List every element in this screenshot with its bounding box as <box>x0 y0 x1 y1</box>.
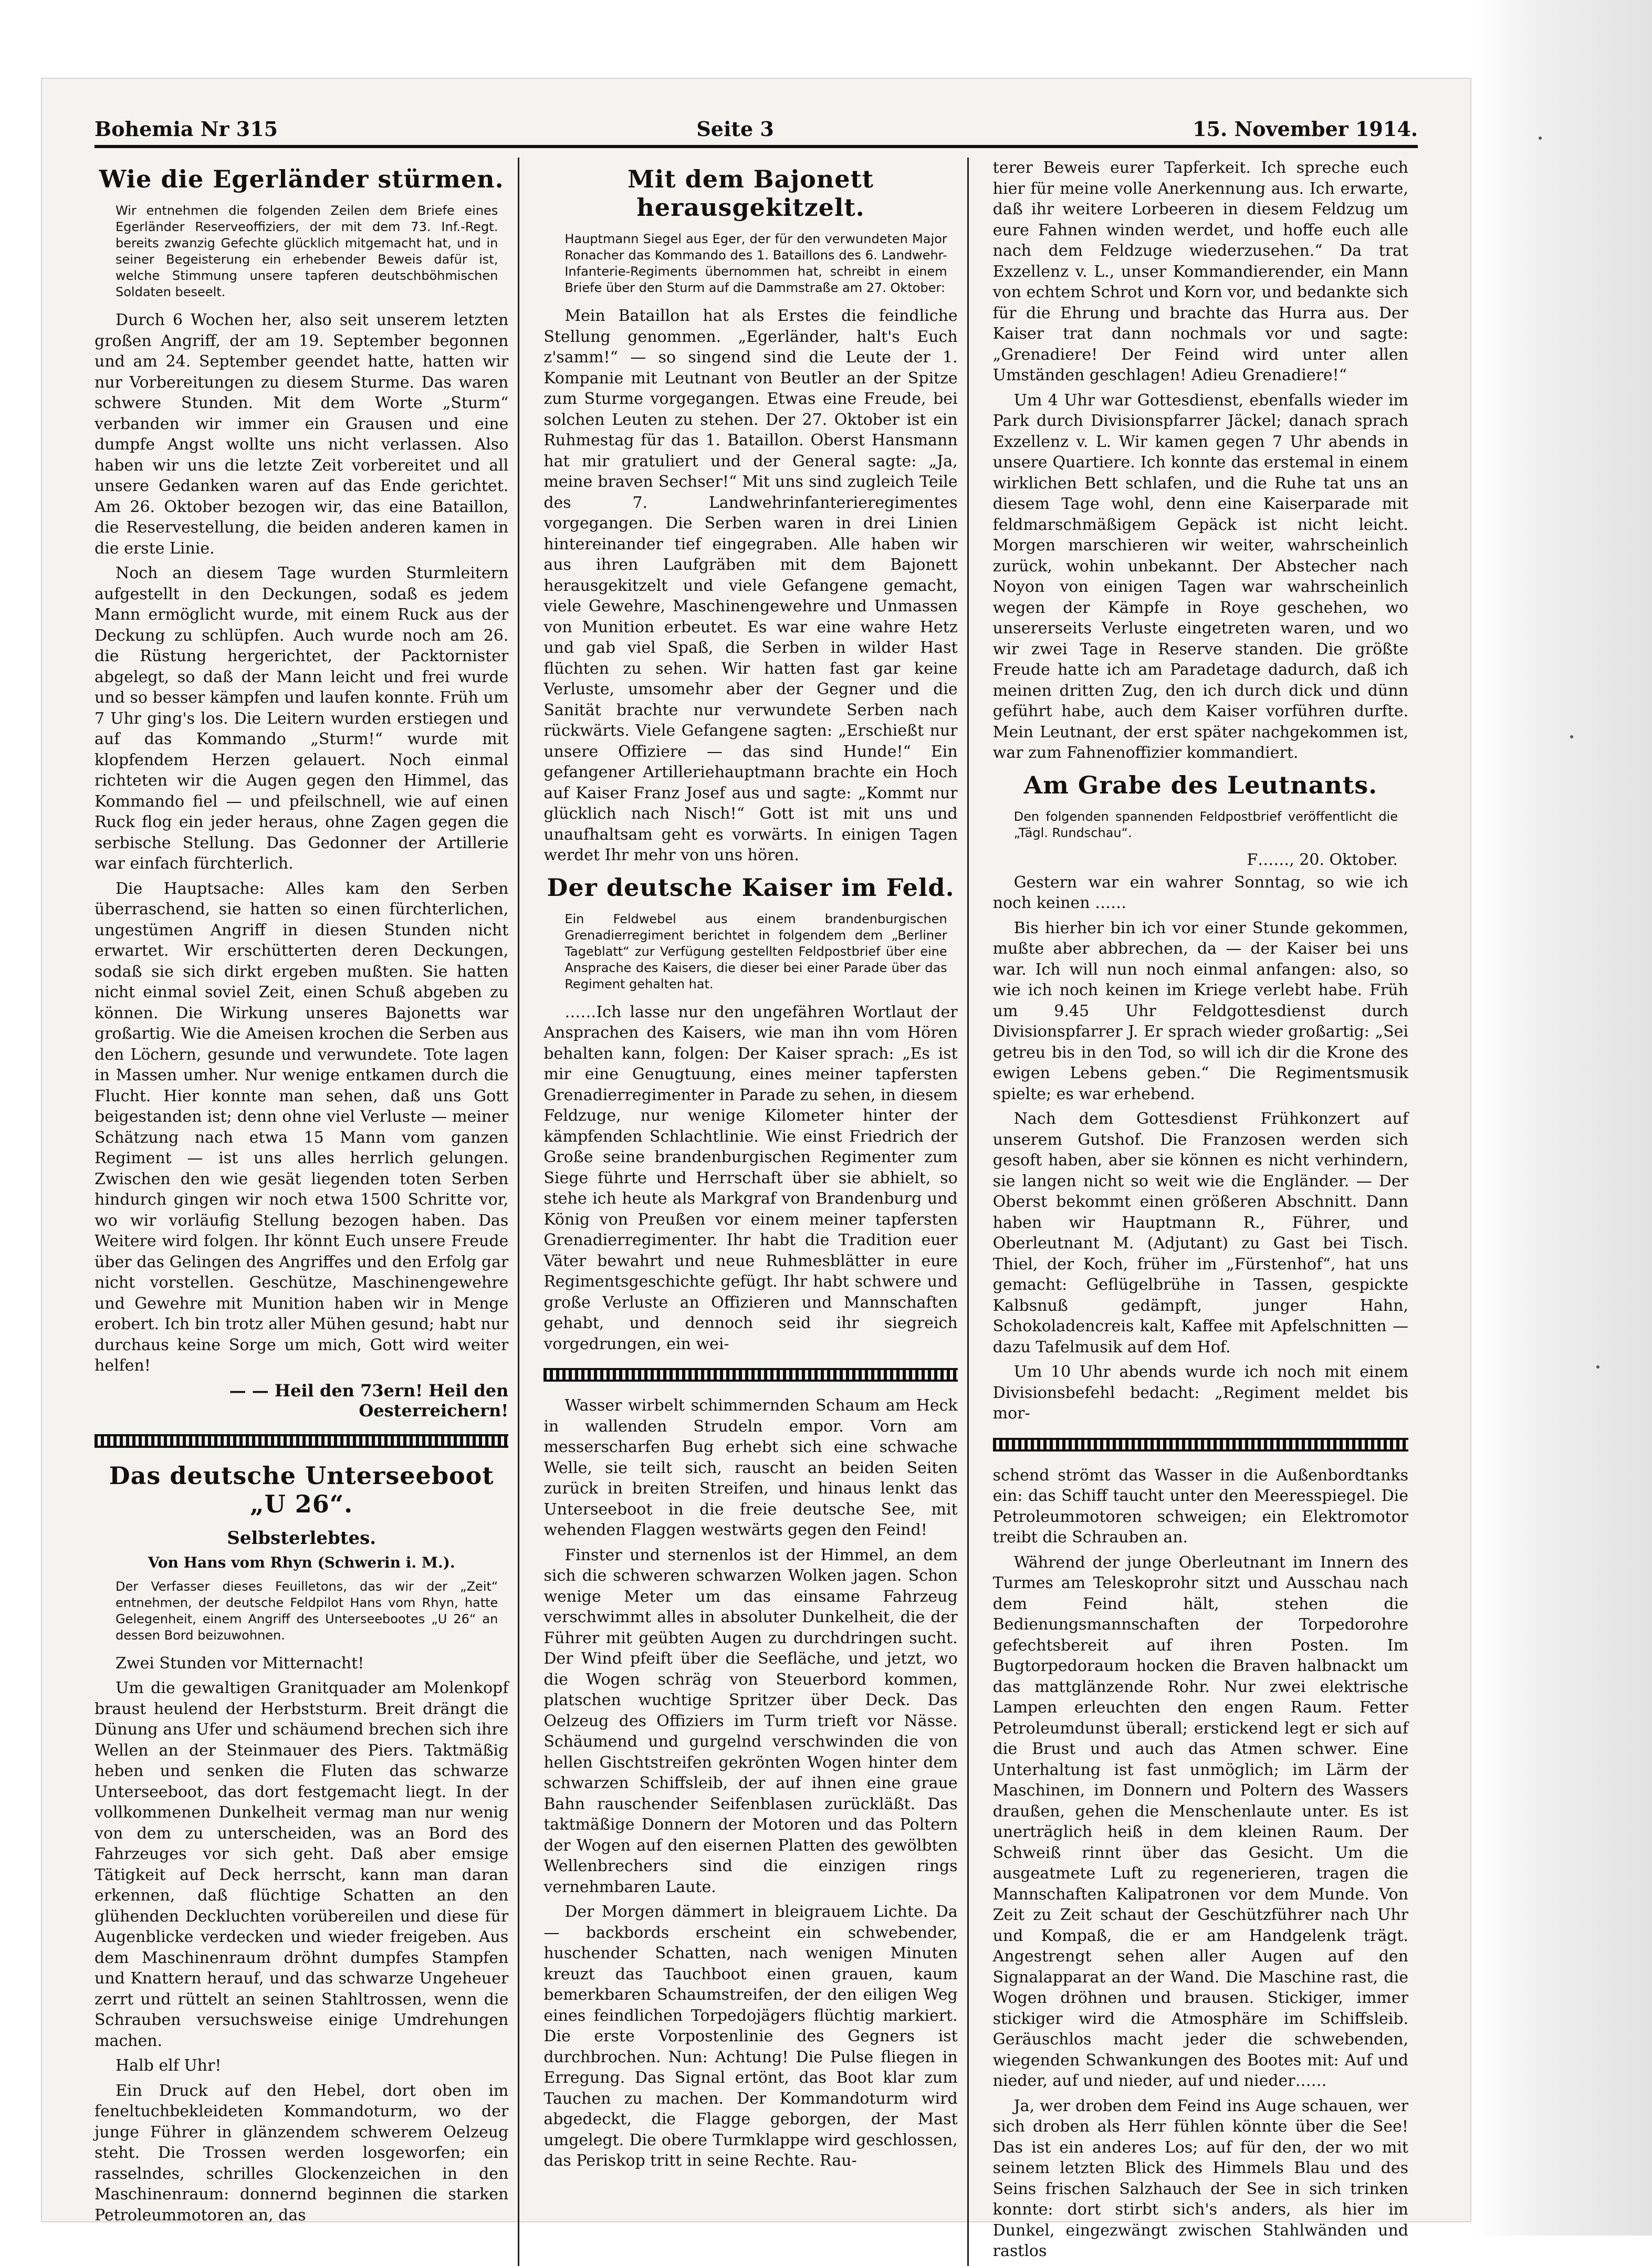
column-1 <box>95 158 519 2266</box>
article-title-bajonett: Mit dem Bajonett herausgekitzelt. <box>627 165 874 222</box>
article-paragraph: schend strömt das Wasser in die Außenbordtanks ein: das Schiff taucht unter den Meeresspiegel. Die Petroleummotoren schweigen; ein Elektromotor treibt die Schrauben an. <box>992 1466 1408 1547</box>
article-paragraph: Zwei Stunden vor Mitternacht! <box>116 1654 364 1673</box>
section-divider <box>95 1434 508 1448</box>
article-title-kaiser: Der deutsche Kaiser im Feld. <box>547 873 955 902</box>
article-paragraph: terer Beweis eurer Tapferkeit. Ich spreche euch hier für meine volle Anerkennung aus. Ich erwarte, daß ihr weitere Lorbeeren in diesem Feldzug um eure Fahnen winden werdet, und hoffe euch alle nach dem Feldzuge wiederzusehen.“ Da trat Exzellenz v. L., unser Kommandierender, ein Mann von echtem Schrot und Korn vor, und bedankte sich für die Ehrung und brachte das Hurra aus. Der Kaiser trat dann nochmals vor und sagte: „Grenadiere! Der Feind wird unter allen Umständen geschlagen! Adieu Grenadiere!“ <box>992 159 1408 384</box>
article-lead: Den folgenden spannenden Feldpostbrief veröffentlicht die „Tägl. Rundschau“. <box>1013 809 1398 840</box>
article-title-egerlaender: Wie die Egerländer stürmen. <box>99 165 504 193</box>
article-paragraph: Ein Druck auf den Hebel, dort oben im feneltuchbekleideten Kommandoturm, wo der junge Führer in glänzendem schwerem Oelzeug steht. Die Trossen werden losgeworfen; ein rasselndes, schrilles Glockenzeichen in den Maschinenraum: donnernd beginnen die starken Petroleummotoren an, das <box>95 2081 509 2225</box>
masthead-date: 15. November 1914. <box>1193 117 1418 141</box>
column-2 <box>543 158 968 2266</box>
scan-speck <box>1570 735 1573 738</box>
article-title-grabe: Am Grabe des Leutnants. <box>1023 770 1378 799</box>
article-paragraph: Mein Bataillon hat als Erstes die feindliche Stellung genommen. „Egerländer, halt's Euch z'samm!“ — so singend sind die Leute der 1. Kompanie mit Leutnant von Beutler an der Spitze zum Sturme vorgegangen. Etwas eine Freude, bei solchen Leuten zu stehen. Der 27. Oktober ist ein Ruhmestag für das 1. Bataillon. Oberst Hansmann hat mir gratuliert und der General sagte: „Ja, meine braven Sechser!“ Mit uns sind zugleich Teile des 7. Landwehrinfanterieregimentes vorgegangen. Die Serben waren in drei Linien hintereinander tief eingegraben. Alle haben wir aus ihren Laufgräben mit dem Bajonett herausgekitzelt und viele Gefangene gemacht, viele Gewehre, Maschinengewehre und Unmassen von Munition erbeutet. Es war eine wahre Hetz und gab viel Spaß, die Serben in wilder Hast flüchten zu sehen. Wir hatten fast gar keine Verluste, umsomehr aber der Gegner und die Sanität brachte nur verwundete Serben nach rückwärts. Viele Gefangene sagten: „Erschießt nur unsere Offiziere — das sind Hunde!“ Ein gefangener Artilleriehauptmann brachte ein Hoch auf Kaiser Franz Josef aus und sagte: „Kommt nur glücklich nach Nisch!“ Gott ist mit uns und unaufhaltsam geht es vorwärts. In einigen Tagen werdet Ihr mehr von uns hören. <box>543 307 958 864</box>
section-divider <box>993 1438 1408 1452</box>
article-paragraph: Um 4 Uhr war Gottesdienst, ebenfalls wieder im Park durch Divisionspfarrer Jäckel; danach sprach Exzellenz v. L. Wir kamen gegen 7 Uhr abends in unsere Quartiere. Ich konnte das erstemal in einem wirklichen Bett schlafen, und die Ruhe tat uns an diesem Tage wohl, denn eine Kaiserparade mit feldmarschmäßigem Gepäck ist nicht leicht. Morgen marschieren wir weiter, wahrscheinlich zurück, wohin unbekannt. Der Abstecher nach Noyon von einigen Tagen war wahrscheinlich wegen der Kämpfe in Roye geschehen, wo unsererseits Verluste eingetreten waren, und wo wir zwei Tage in Reserve standen. Die größte Freude hatte ich am Paradetage dadurch, daß ich meinen dritten Zug, den ich durch dick und dünn geführt habe, auch dem Kaiser vorführen durfte. Mein Leutnant, der erst später nachgekommen ist, war zum Fahnenoffizier kommandiert. <box>992 391 1408 762</box>
article-paragraph: Der Morgen dämmert in bleigrauem Lichte. Da — backbords erscheint ein schwebender, huschender Schatten, nach wenigen Minuten kreuzt das Tauchboot einen grauen, kaum bemerkbaren Schaumstreifen, der den eiligen Weg eines feindlichen Torpedojägers flüchtig markiert. Die erste Vorpostenlinie des Gegners ist durchbrochen. Nun: Achtung! Die Pulse fliegen in Erregung. Das Signal ertönt, das Boot klar zum Tauchen zu machen. Der Kommandoturm wird abgedeckt, die Flagge geborgen, der Mast umgelegt. Die obere Turmklappe wird geschlossen, das Periskop tritt in seine Rechte. Rau- <box>543 1903 958 2170</box>
article-lead: Hauptmann Siegel aus Eger, der für den verwundeten Major Ronacher das Kommando des 1. Bataillons des 6. Landwehr-Infanterie-Regiments übernommen hat, schreibt in einem Briefe über den Sturm auf die Dammstraße am 27. Oktober: <box>564 232 947 295</box>
scanner-edge <box>1473 0 1652 2236</box>
article-closing: — — Heil den 73ern! Heil den Oesterreichern! <box>229 1380 509 1421</box>
masthead-issue: Bohemia Nr 315 <box>95 117 278 141</box>
scan-speck <box>1596 1365 1599 1369</box>
article-paragraph: Um die gewaltigen Granitquader am Molenkopf braust heulend der Herbststurm. Breit drängt die Dünung ans Ufer und schäumend brechen sich ihre Wellen an der Steinmauer des Piers. Taktmäßig heben und senken die Fluten das schwarze Unterseeboot, das dort festgemacht liegt. In der vollkommenen Dunkelheit vermag man nur wenig von dem zu unterscheiden, was an Bord des Fahrzeuges vor sich geht. Daß aber emsige Tätigkeit auf Deck herrscht, kann man daran erkennen, daß flüchtige Schatten an den glühenden Deckluchten vorübereilen und diese für Augenblicke verdecken und wieder freigeben. Aus dem Maschinenraum dröhnt dumpfes Stampfen und Knattern herauf, und das schwarze Ungeheuer zerrt und rüttelt an seinen Stahltrossen, wenn die Schrauben versuchsweise einige Umdrehungen machen. <box>95 1679 509 2050</box>
article-paragraph: Nach dem Gottesdienst Frühkonzert auf unserem Gutshof. Die Franzosen werden sich gesoft haben, aber sie können es nicht verhindern, sie langen nicht so weit wie die Engländer. — Der Oberst bekommt einen größeren Abschnitt. Dann haben wir Hauptmann R., Führer, und Oberleutnant M. (Adjutant) zu Gast bei Tisch. Thiel, der Koch, früher im „Fürstenhof“, hat uns gemacht: Geflügelbrühe in Tassen, gespickte Kalbsnuß gedämpft, junger Hahn, Schokoladencreis kalt, Kaffee mit Apfelschnitten — dazu Tafelmusik auf dem Hof. <box>992 1110 1408 1356</box>
article-paragraph: Noch an diesem Tage wurden Sturmleitern aufgestellt in den Deckungen, sodaß es jedem Mann ermöglicht wurde, mit einem Ruck aus der Deckung zu schlüpfen. Auch wurde noch am 26. die Rüstung hergerichtet, der Packtornister abgelegt, so daß der Mann leicht und frei wurde und so besser kämpfen und laufen konnte. Früh um 7 Uhr ging's los. Die Leitern wurden erstiegen und auf das Kommando „Sturm!“ wurde mit klopfendem Herzen gelauert. Noch einmal richteten wir die Augen gegen den Himmel, das Kommando fiel — und pfeilschnell, wie auf einen Ruck flog ein jeder heraus, ohne Zagen gegen die serbische Stellung. Das Gedonner der Artillerie war einfach fürchterlich. <box>95 564 509 873</box>
article-paragraph: Halb elf Uhr! <box>116 2056 222 2075</box>
article-lead: Der Verfasser dieses Feuilletons, das wir der „Zeit“ entnehmen, der deutsche Feldpilot Hans vom Rhyn, hatte Gelegenheit, einem Angriff des Unterseebootes „U 26“ an dessen Bord beizuwohnen. <box>116 1579 498 1643</box>
article-paragraph: Ja, wer droben dem Feind ins Auge schauen, wer sich droben als Herr fühlen könnte über die See! Das ist ein anderes Los; auf für den, der wo mit seinem letzten Blick des Himmels Blau und des Seins frischen Salzhauch der See in sich trinken konnte: dort stirbt sich's anders, als hier im Dunkel, eingezwängt zwischen Stahlwänden und rastlos <box>992 2096 1408 2260</box>
article-lead: Ein Feldwebel aus einem brandenburgischen Grenadierregiment berichtet in folgendem dem „Berliner Tageblatt“ zur Verfügung gestellten Feldpostbrief über eine Ansprache des Kaisers, die dieser bei einer Parade über das Regiment gehalten hat. <box>564 911 947 991</box>
article-paragraph: Bis hierher bin ich vor einer Stunde gekommen, mußte aber abbrechen, da — der Kaiser bei uns war. Ich will nun noch einmal anfangen: also, so wie ich noch keinen im Kriege verlebt habe. Früh um 9.45 Uhr Feldgottesdienst durch Divisionspfarrer J. Er sprach wieder großartig: „Sei getreu bis in den Tod, so will ich dir die Krone des ewigen Lebens geben.“ Die Regimentsmusik spielte; es war erhebend. <box>992 918 1408 1103</box>
article-subtitle: Selbsterlebtes. <box>227 1527 377 1549</box>
article-paragraph: Durch 6 Wochen her, also seit unserem letzten großen Angriff, der am 19. September begonnen und am 24. September geendet hatte, hatten wir nur Vorbereitungen zu diesem Sturme. Das waren schwere Stunden. Mit dem Worte „Sturm“ verbanden wir immer ein Grausen und eine dumpfe Angst wollte uns nicht verlassen. Also haben wir uns die letzte Zeit vorbereitet und all unsere Gedanken waren auf das Ende gerichtet. Am 26. Oktober bezogen wir, das eine Bataillon, die Reservestellung, die beiden anderen kamen in die erste Linie. <box>95 311 509 558</box>
scan-speck <box>1539 137 1542 140</box>
article-lead: Wir entnehmen die folgenden Zeilen dem Briefe eines Egerländer Reserveoffiziers, der mit dem 73. Inf.-Regt. bereits zwanzig Gefechte glücklich mitgemacht hat, und in seiner Begeisterung ein erhebender Beweis dafür ist, welche Stimmung unsere tapferen deutschböhmischen Soldaten beseelt. <box>116 203 498 299</box>
article-title-unterseeboot: Das deutsche Unterseeboot „U 26“. <box>109 1461 494 1518</box>
section-divider <box>543 1368 957 1382</box>
column-3 <box>993 158 1418 2266</box>
article-byline: Von Hans vom Rhyn (Schwerin i. M.). <box>148 1553 455 1571</box>
article-paragraph: Um 10 Uhr abends wurde ich noch mit einem Divisionsbefehl bedacht: „Regiment meldet bis mor- <box>992 1363 1408 1423</box>
article-paragraph: Finster und sternenlos ist der Himmel, an dem sich die schweren schwarzen Wolken jagen. Schon wenige Meter um das einsame Fahrzeug verschwimmt alles in absoluter Dunkelheit, die der Führer mit geübten Augen zu durchdringen sucht. Der Wind pfeift über die Seefläche, und jetzt, wo die Wogen schräg von Steuerbord kommen, platschen wuchtige Spritzer über Deck. Das Oelzeug des Offiziers im Turm trieft vor Nässe. Schäumend und gurgelnd verschwinden die von hellen Gischtstreifen gekrönten Wogen hinter dem schwarzen Schiffsleib, der auf ihnen eine graue Bahn rauschender Seifenblasen zurückläßt. Das taktmäßige Donnern der Motoren und das Poltern der Wogen auf den eisernen Platten des gewölbten Wellenbrechers sind die einzigen rings vernehmbaren Laute. <box>543 1546 958 1896</box>
article-paragraph: Die Hauptsache: Alles kam den Serben überraschend, sie hatten so einen fürchterlichen, ungestümen Angriff in diesen Stunden nicht erwartet. Wir erschütterten deren Deckungen, sodaß sie sich dirkt ergeben mußten. Sie hatten nicht einmal soviel Zeit, einen Schuß abgeben zu können. Die Wirkung unseres Bajonetts war großartig. Wie die Ameisen krochen die Serben aus den Löchern, gesunde und verwundete. Tote lagen in Massen umher. Nur wenige entkamen durch die Flucht. Hier konnte man sehen, daß uns Gott beigestanden ist; denn ohne viel Verluste — meiner Schätzung nach etwa 15 Mann vom ganzen Regiment — ist uns alles herrlich gelungen. Zwischen den wie gesät liegenden toten Serben hindurch gingen wir noch etwa 1500 Schritte vor, wo wir vorläufig Stellung bezogen haben. Das Weitere wird folgen. Ihr könnt Euch unsere Freude über das Gelingen des Angriffes und den Erfolg gar nicht vorstellen. Geschütze, Maschinengewehre und Gewehre mit Munition haben wir in Menge erobert. Ich bin trotz aller Mühen gesund; habt nur durchaus keine Sorge um mich, Gott wird weiter helfen! <box>95 879 509 1375</box>
columns <box>95 158 1418 2260</box>
masthead-page: Seite 3 <box>696 117 774 141</box>
article-paragraph: Während der junge Oberleutnant im Innern des Turmes am Teleskoprohr sitzt und Ausschau nach dem Feind hält, stehen die Bedienungsmannschaften der Torpedorohre gefechtsbereit auf ihren Posten. Im Bugtorpedoraum hocken die Braven halbnackt um das mattglänzende Rohr. Nur zwei elektrische Lampen erleuchten den engen Raum. Fetter Petroleumdunst überall; erstickend legt er sich auf die Brust und auch das Atmen schwer. Eine Unterhaltung ist fast unmöglich; im Lärm der Maschinen, im Donnern und Poltern des Wassers draußen, gehen die Menschenlaute unter. Es ist unerträglich heiß in dem kleinen Raum. Der Schweiß rinnt über das Gesicht. Um die ausgeatmete Luft zu regenerieren, tragen die Mannschaften Kalipatronen vor dem Munde. Von Zeit zu Zeit schaut der Geschützführer nach Uhr und Kompaß, die er am Handgelenk trägt. Angestrengt sehen aller Augen auf den Signalapparat an der Wand. Die Maschine rast, die Wogen dröhnen und brausen. Stickiger, immer stickiger wird die Atmosphäre im Schiffsleib. Geräuschlos macht jeder die schwebenden, wiegenden Schwankungen des Bootes mit: Auf und nieder, auf und nieder, auf und nieder…… <box>992 1553 1408 2090</box>
article-paragraph: Wasser wirbelt schimmernden Schaum am Heck in wallenden Strudeln empor. Vorn am messerscharfen Bug erhebt sich eine schwache Welle, sie teilt sich, rauscht an beiden Seiten zurück in breiten Streifen, und hinaus lenkt das Unterseeboot in die freie deutsche See, mit wehenden Flaggen westwärts gegen den Feind! <box>543 1396 958 1539</box>
masthead <box>95 104 1418 148</box>
newspaper-page <box>42 79 1470 2260</box>
article-dateline: F……, 20. Oktober. <box>1247 850 1398 869</box>
article-paragraph: ……Ich lasse nur den ungefähren Wortlaut der Ansprachen des Kaisers, wie man ihn vom Hören behalten kann, folgen: Der Kaiser sprach: „Es ist mir eine Genugtuung, eines meiner tapfersten Grenadierregimenter in Parade zu sehen, in diesem Feldzuge, nur wenige Kilometer hinter der kämpfenden Schlachtlinie. Wie einst Friedrich der Große seine brandenburgischen Regimenter zum Siege führte und Herrschaft über sie abhielt, so stehe ich heute als Markgraf von Brandenburg und König von Preußen vor einem meiner tapfersten Grenadierregimenter. Ihr habt die Tradition euer Väter bewahrt und neue Ruhmesblätter in eure Regimentsgeschichte gefügt. Ihr habt schwere und große Verluste an Offizieren und Mannschaften gehabt, und dennoch seid ihr siegreich vorgedrungen, ein wei- <box>543 1003 958 1353</box>
article-paragraph: Gestern war ein wahrer Sonntag, so wie ich noch keinen …… <box>992 873 1408 912</box>
